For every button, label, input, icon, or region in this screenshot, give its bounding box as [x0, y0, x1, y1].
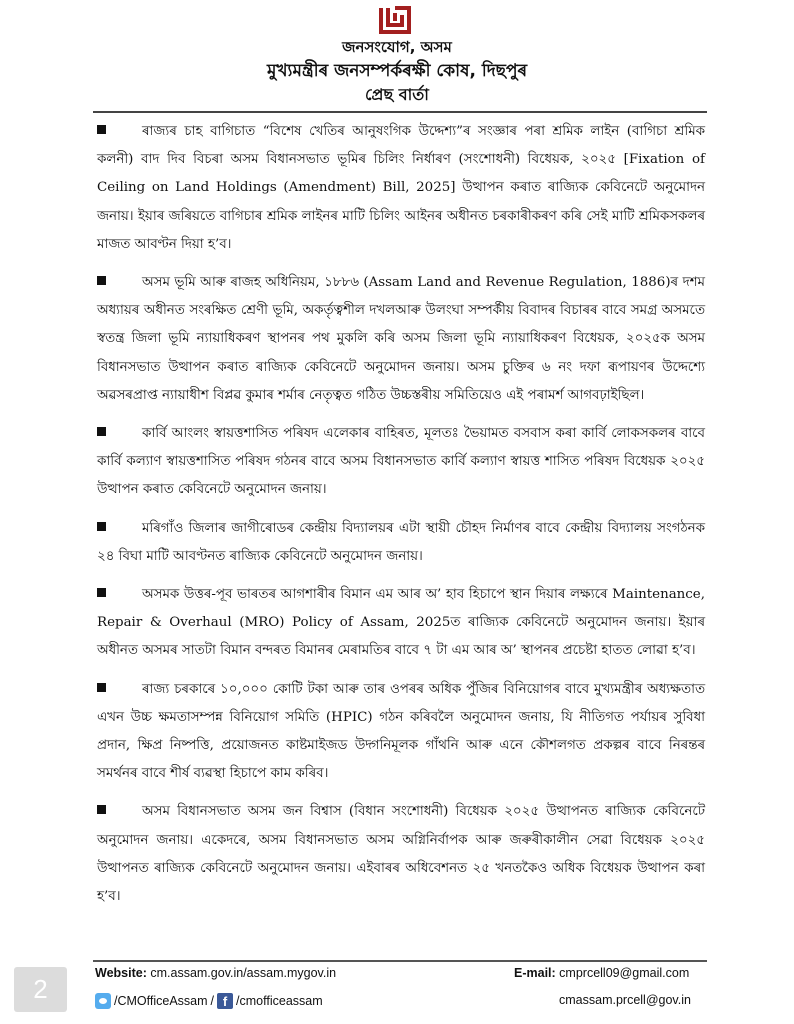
header-divider: [93, 111, 707, 113]
facebook-handle[interactable]: /cmofficeassam: [236, 994, 323, 1008]
email-line: [514, 966, 689, 980]
paragraph: ৰাজ্য চৰকাৰে ১০,০০০ কোটি টকা আৰু তাৰ ওপৰৰ অধিক পুঁজিৰ বিনিয়োগৰ বাবে মুখ্যমন্ত্ৰীৰ অধ্যক্ষতাত এখন উচ্চ ক্ষমতাসম্পন্ন বিনিয়োগ সমিতি (HPIC) গঠন কৰিবলৈ অনুমোদন জনায়, যি নীতিগত পৰ্যায়ৰ সুবিধা প্ৰদান, ক্ষিপ্ৰ নিষ্পত্তি, প্ৰয়োজনত কাষ্টমাইজড উদ্গনিমূলক গাঁথনি আৰু এনে কৌশলগত প্ৰকল্পৰ বাবে নিৰন্তৰ সমৰ্থনৰ বাবে শীৰ্ষ ব্যৱস্থা হিচাপে কাম কৰিব।: [97, 681, 705, 782]
office-name: মুখ্যমন্ত্ৰীৰ জনসম্পৰ্কৰক্ষী কোষ, দিছপুৰ: [266, 61, 528, 81]
paragraph: মৰিগাঁও জিলাৰ জাগীৰোডৰ কেন্দ্ৰীয় বিদ্যালয়ৰ এটা স্থায়ী চৌহদ নিৰ্মাণৰ বাবে কেন্দ্ৰীয় বিদ্যালয় সংগঠনক ২৪ বিঘা মাটি আবণ্টনত ৰাজ্যিক কেবিনেটে অনুমোদন জনায়।: [97, 520, 705, 564]
email-address[interactable]: cmprcell09@gmail.com: [559, 966, 690, 980]
website-line: [95, 966, 336, 980]
twitter-icon: [95, 993, 111, 1009]
bullet-icon: [97, 276, 106, 285]
paragraph: অসমক উত্তৰ-পূব ভাৰতৰ আগশাৰীৰ বিমান এম আৰ অ’ হাব হিচাপে স্থান দিয়াৰ লক্ষ্যৰে Maintenance, Repair & Overhaul (MRO) Policy of Assam, 2025ত ৰাজ্যিক কেবিনেটে অনুমোদন জনায়। ইয়াৰ অধীনত অসমৰ সাতটা বিমান বন্দৰত বিমানৰ মেৰামতিৰ বাবে ৭ টা এম আৰ অ’ স্থাপনৰ প্ৰচেষ্টা হাতত লোৱা হ’ব।: [97, 587, 705, 659]
social-line: [95, 993, 323, 1009]
bullet-icon: [97, 522, 106, 531]
separator: /: [210, 994, 215, 1008]
cm-assam-logo-icon: [378, 6, 412, 34]
website-link[interactable]: cm.assam.gov.in/assam.mygov.in: [150, 966, 337, 980]
email-label: E-mail:: [514, 966, 556, 980]
twitter-handle[interactable]: /CMOfficeAssam: [114, 994, 208, 1008]
bullet-icon: [97, 805, 106, 814]
bullet-icon: [97, 125, 106, 134]
press-release-body: [97, 118, 705, 921]
document-type: প্ৰেছ বাৰ্তা: [365, 85, 429, 104]
bullet-icon: [97, 588, 106, 597]
paragraph: অসম ভূমি আৰু ৰাজহ অধিনিয়ম, ১৮৮৬ (Assam Land and Revenue Regulation, 1886)ৰ দশম অধ্যায়ৰ অধীনত সংৰক্ষিত শ্ৰেণী ভূমি, অকৰ্তৃত্বশীল দখলআৰু উলংঘা সম্পৰ্কীয় বিবাদৰ বিচাৰৰ বাবে সমগ্ৰ অসমতে স্বতন্ত্ৰ জিলা ভূমি ন্যায়াধিকৰণ স্থাপনৰ পথ মুকলি কৰি অসম জিলা ভূমি ন্যায়াধিকৰণ বিধেয়ক, ২০২৫ক অসম বিধানসভাত উত্থাপন কৰাত ৰাজ্যিক কেবিনেটে অনুমোদন জনায়। অসম চুক্তিৰ ৬ নং দফা ৰূপায়ণৰ উদ্দেশ্যে অৱসৰপ্ৰাপ্ত ন্যায়াধীশ বিপ্লৱ কুমাৰ শৰ্মাৰ নেতৃত্বত গঠিত উচ্চস্তৰীয় সমিতিয়েও এই পৰামৰ্শ আগবঢ়াইছিল।: [97, 275, 705, 403]
bullet-icon: [97, 427, 106, 436]
website-label: Website:: [95, 966, 147, 980]
facebook-icon: f: [217, 993, 233, 1009]
email-address-secondary[interactable]: cmassam.prcell@gov.in: [559, 993, 691, 1007]
paragraph: অসম বিধানসভাত অসম জন বিশ্বাস (বিধান সংশোধনী) বিধেয়ক ২০২৫ উত্থাপনত ৰাজ্যিক কেবিনেটে অনুমোদন জনায়। একেদৰে, অসম বিধানসভাত অসম অগ্নিনিৰ্বাপক আৰু জৰুৰীকালীন সেৱা বিধেয়ক ২০২৫ উত্থাপনত ৰাজ্যিক কেবিনেটে অনুমোদন জনায়। এইবাৰৰ অধিবেশনত ২৫ খনতকৈও অধিক বিধেয়ক উত্থাপন কৰা হ’ব।: [97, 804, 705, 905]
paragraph: ৰাজ্যৰ চাহ বাগিচাত “বিশেষ খেতিৰ আনুষংগিক উদ্দেশ্য”ৰ সংজ্ঞাৰ পৰা শ্ৰমিক লাইন (বাগিচা শ্ৰমিক কলনী) বাদ দিব বিচৰা অসম বিধানসভাত ভূমিৰ চিলিং নিৰ্ধাৰণ (সংশোধনী) বিধেয়ক, ২০২৫ [Fixation of Ceiling on Land Holdings (Amendment) Bill, 2025] উত্থাপন কৰাত ৰাজ্যিক কেবিনেটে অনুমোদন জনায়। ইয়াৰ জৰিয়তে বাগিচাৰ শ্ৰমিক লাইনৰ মাটি চিলিং আইনৰ অধীনত চৰকাৰীকৰণ কৰি সেই মাটি শ্ৰমিকসকলৰ মাজত আবণ্টন দিয়া হ’ব।: [97, 124, 705, 252]
bullet-icon: [97, 683, 106, 692]
org-name: জনসংযোগ, অসম: [342, 38, 452, 56]
footer-divider: [93, 960, 707, 962]
page-number: 2: [14, 967, 67, 1012]
paragraph: কাৰ্বি আংলং স্বায়ত্তশাসিত পৰিষদ এলেকাৰ বাহিৰত, মূলতঃ ভৈয়ামত বসবাস কৰা কাৰ্বি লোকসকলৰ বাবে কাৰ্বি কল্যাণ স্বায়ত্তশাসিত পৰিষদ গঠনৰ বাবে অসম বিধানসভাত কাৰ্বি কল্যাণ স্বায়ত্ত শাসিত পৰিষদ বিধেয়ক ২০২৫ উত্থাপন কৰাত কেবিনেটে অনুমোদন জনায়।: [97, 426, 705, 498]
